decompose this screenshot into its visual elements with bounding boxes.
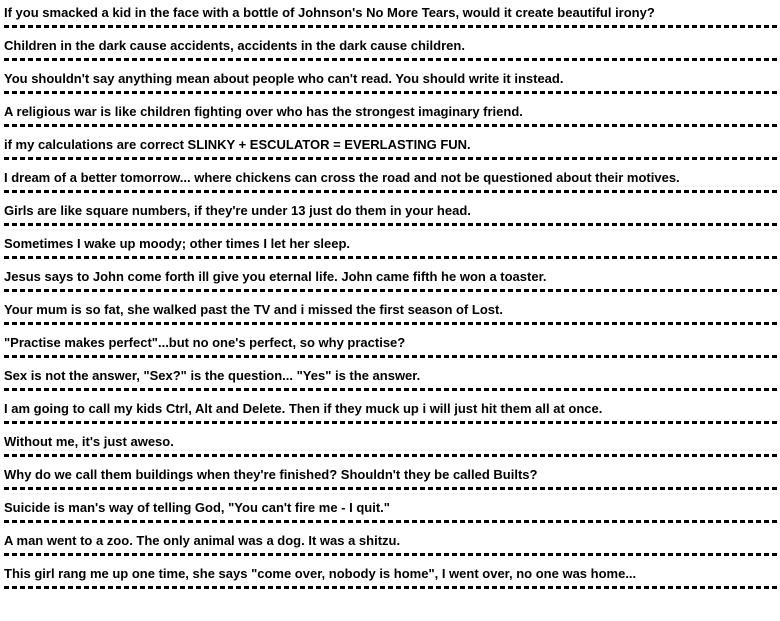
separator-line: [4, 355, 778, 358]
separator-line: [4, 190, 778, 193]
joke-text: Sometimes I wake up moody; other times I let her sleep.: [4, 236, 351, 251]
joke-text: A man went to a zoo. The only animal was a dog. It was a shitzu.: [4, 533, 401, 548]
joke-row: [4, 300, 778, 325]
joke-row: [4, 234, 778, 259]
joke-text: A religious war is like children fighting over who has the strongest imaginary friend.: [4, 104, 523, 119]
joke-row: [4, 69, 778, 94]
joke-row: [4, 135, 778, 160]
joke-row: [4, 267, 778, 292]
separator-line: [4, 91, 778, 94]
joke-row: [4, 498, 778, 523]
separator-line: [4, 223, 778, 226]
joke-text: if my calculations are correct SLINKY + ESCULATOR = EVERLASTING FUN.: [4, 137, 471, 152]
joke-text: Jesus says to John come forth ill give you eternal life. John came fifth he won a toaster.: [4, 269, 547, 284]
joke-list: [4, 3, 778, 589]
joke-text: If you smacked a kid in the face with a bottle of Johnson's No More Tears, would it create beautiful irony?: [4, 5, 655, 20]
joke-text: I am going to call my kids Ctrl, Alt and Delete. Then if they muck up i will just hit them all at once.: [4, 401, 603, 416]
joke-text: Without me, it's just aweso.: [4, 434, 174, 449]
separator-line: [4, 322, 778, 325]
joke-text: This girl rang me up one time, she says "come over, nobody is home", I went over, no one was home...: [4, 566, 637, 581]
joke-row: [4, 465, 778, 490]
separator-line: [4, 157, 778, 160]
separator-line: [4, 124, 778, 127]
separator-line: [4, 58, 778, 61]
joke-row: [4, 366, 778, 391]
joke-row: [4, 201, 778, 226]
separator-line: [4, 289, 778, 292]
separator-line: [4, 487, 778, 490]
joke-text: I dream of a better tomorrow... where chickens can cross the road and not be questioned about their motives.: [4, 170, 680, 185]
joke-row: [4, 36, 778, 61]
separator-line: [4, 586, 778, 589]
separator-line: [4, 520, 778, 523]
joke-text: Sex is not the answer, "Sex?" is the question... "Yes" is the answer.: [4, 368, 421, 383]
joke-text: You shouldn't say anything mean about people who can't read. You should write it instead.: [4, 71, 564, 86]
separator-line: [4, 388, 778, 391]
separator-line: [4, 553, 778, 556]
joke-row: [4, 102, 778, 127]
joke-text: Suicide is man's way of telling God, "You can't fire me - I quit.": [4, 500, 390, 515]
joke-row: [4, 333, 778, 358]
joke-text: Children in the dark cause accidents, accidents in the dark cause children.: [4, 38, 465, 53]
joke-text: Girls are like square numbers, if they're under 13 just do them in your head.: [4, 203, 471, 218]
joke-row: [4, 531, 778, 556]
separator-line: [4, 421, 778, 424]
joke-row: [4, 168, 778, 193]
joke-row: [4, 3, 778, 28]
joke-row: [4, 564, 778, 589]
joke-text: Why do we call them buildings when they're finished? Shouldn't they be called Builts?: [4, 467, 538, 482]
joke-text: Your mum is so fat, she walked past the TV and i missed the first season of Lost.: [4, 302, 503, 317]
joke-row: [4, 399, 778, 424]
joke-text: "Practise makes perfect"...but no one's perfect, so why practise?: [4, 335, 406, 350]
separator-line: [4, 256, 778, 259]
separator-line: [4, 25, 778, 28]
separator-line: [4, 454, 778, 457]
joke-row: [4, 432, 778, 457]
